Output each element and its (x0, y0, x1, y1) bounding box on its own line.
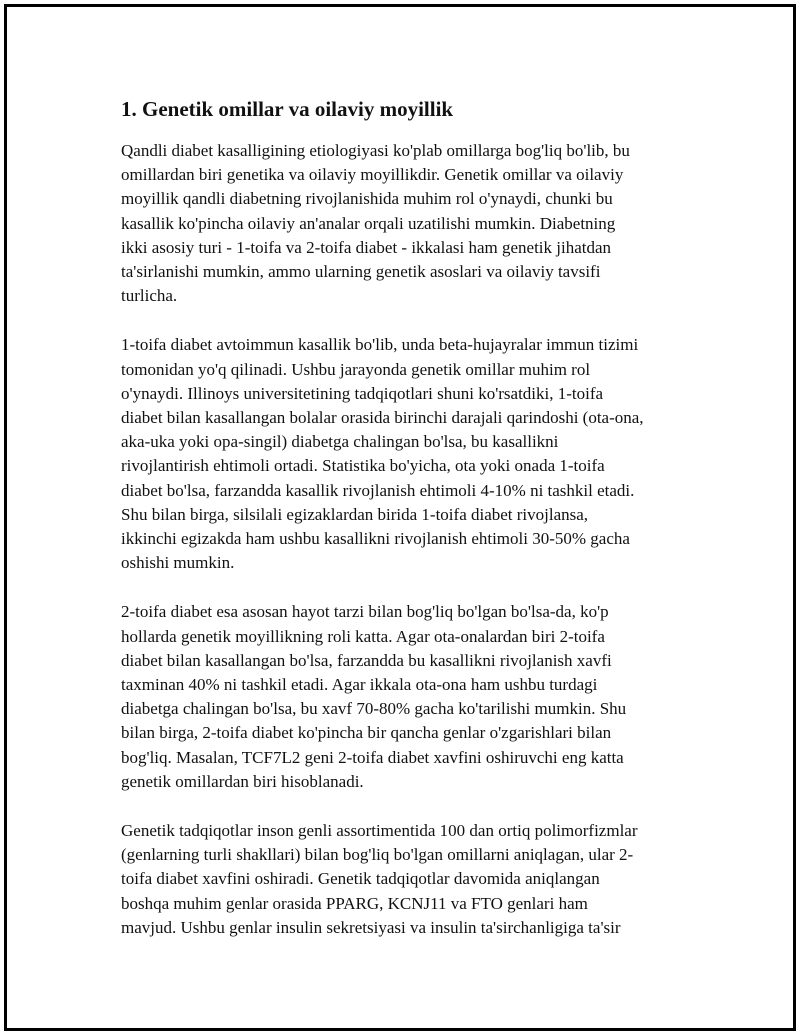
paragraph-line: moyillik qandli diabetning rivojlanishida muhim rol o'ynaydi, chunki bu (121, 189, 613, 209)
paragraph-line: bilan birga, 2-toifa diabet ko'pincha bir qancha genlar o'zgarishlari bilan (121, 723, 612, 743)
paragraph-line: mavjud. Ushbu genlar insulin sekretsiyasi va insulin ta'sirchanligiga ta'sir (121, 917, 621, 937)
section-heading: 1. Genetik omillar va oilaviy moyillik (121, 97, 454, 121)
paragraph-line: turlicha. (121, 286, 178, 306)
paragraph-line: bog'liq. Masalan, TCF7L2 geni 2-toifa diabet xavfini oshiruvchi eng katta (121, 747, 624, 767)
paragraph-line: oshishi mumkin. (121, 553, 235, 573)
paragraph-line: omillardan biri genetika va oilaviy moyillikdir. Genetik omillar va oilaviy (121, 165, 624, 185)
paragraph-line: taxminan 40% ni tashkil etadi. Agar ikkala ota-ona ham ushbu turdagi (121, 675, 598, 695)
paragraph-line: boshqa muhim genlar orasida PPARG, KCNJ11 va FTO genlari ham (121, 893, 588, 913)
paragraph-line: kasallik ko'pincha oilaviy an'analar orqali uzatilishi mumkin. Diabetning (121, 213, 616, 233)
paragraph-line: Shu bilan birga, silsilali egizaklardan birida 1-toifa diabet rivojlansa, (121, 504, 589, 524)
paragraph-1 (121, 139, 696, 308)
document-page (4, 4, 796, 1031)
paragraph-line: ta'sirlanishi mumkin, ammo ularning genetik asoslari va oilaviy tavsifi (121, 262, 601, 282)
paragraph-line: (genlarning turli shakllari) bilan bog'liq bo'lgan omillarni aniqlagan, ular 2- (121, 845, 634, 865)
paragraph-3 (121, 600, 696, 794)
paragraph-4 (121, 819, 696, 940)
paragraph-line: aka-uka yoki opa-singil) diabetga chalingan bo'lsa, bu kasallikni (121, 432, 559, 452)
paragraph-line: toifa diabet xavfini oshiradi. Genetik tadqiqotlar davomida aniqlangan (121, 869, 600, 889)
paragraph-line: ikki asosiy turi - 1-toifa va 2-toifa diabet - ikkalasi ham genetik jihatdan (121, 237, 612, 257)
paragraph-line: genetik omillardan biri hisoblanadi. (121, 771, 364, 791)
document-content (121, 95, 696, 940)
paragraph-line: diabet bo'lsa, farzandda kasallik rivojlanish ehtimoli 4-10% ni tashkil etadi. (121, 480, 635, 500)
paragraph-line: hollarda genetik moyillikning roli katta. Agar ota-onalardan biri 2-toifa (121, 626, 605, 646)
paragraph-line: 1-toifa diabet avtoimmun kasallik bo'lib, unda beta-hujayralar immun tizimi (121, 335, 639, 355)
paragraph-line: Genetik tadqiqotlar inson genli assortimentida 100 dan ortiq polimorfizmlar (121, 821, 638, 841)
paragraph-line: o'ynaydi. Illinoys universitetining tadqiqotlari shuni ko'rsatdiki, 1-toifa (121, 383, 604, 403)
paragraph-line: diabetga chalingan bo'lsa, bu xavf 70-80% gacha ko'tarilishi mumkin. Shu (121, 699, 627, 719)
paragraph-line: Qandli diabet kasalligining etiologiyasi ko'plab omillarga bog'liq bo'lib, bu (121, 141, 630, 160)
paragraph-line: diabet bilan kasallangan bo'lsa, farzandda bu kasallikni rivojlanish xavfi (121, 650, 612, 670)
paragraph-line: ikkinchi egizakda ham ushbu kasallikni rivojlanish ehtimoli 30-50% gacha (121, 529, 630, 549)
paragraph-line: tomonidan yo'q qilinadi. Ushbu jarayonda genetik omillar muhim rol (121, 359, 591, 379)
paragraph-line: rivojlantirish ehtimoli ortadi. Statistika bo'yicha, ota yoki onada 1-toifa (121, 456, 605, 476)
paragraph-line: 2-toifa diabet esa asosan hayot tarzi bilan bog'liq bo'lgan bo'lsa-da, ko'p (121, 602, 609, 622)
paragraph-2 (121, 333, 696, 575)
paragraph-line: diabet bilan kasallangan bolalar orasida birinchi darajali qarindoshi (ota-ona, (121, 408, 644, 428)
